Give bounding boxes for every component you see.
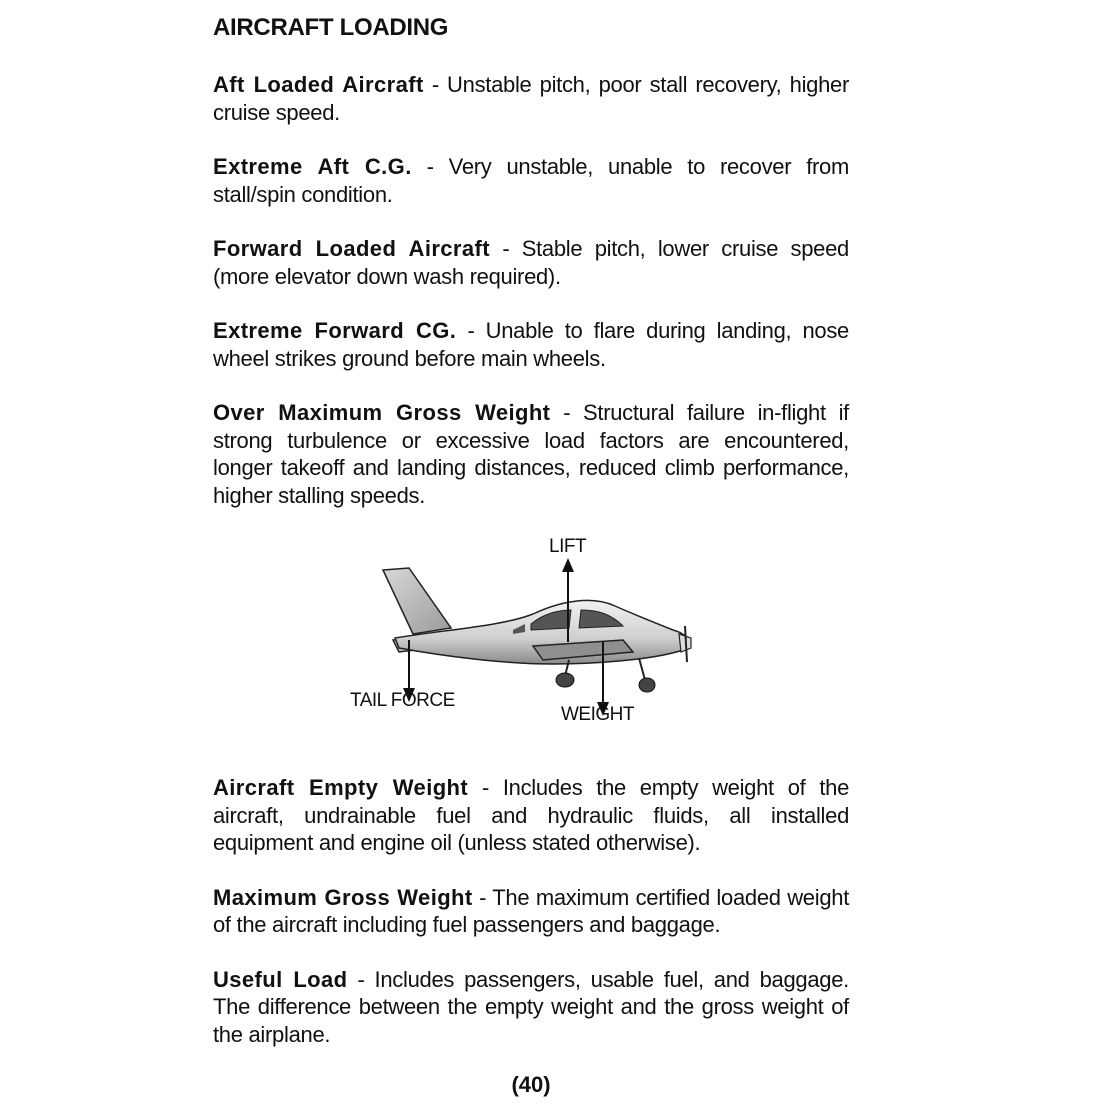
tail-force-label: TAIL FORCE	[350, 690, 455, 711]
definition-text: - Very unstable, unable to recover from stall/spin condition.	[213, 154, 849, 207]
definition-term: Extreme Forward CG.	[213, 318, 457, 343]
definition-text: - Includes the empty weight of the aircraft, undrainable fuel and hydraulic fluids, all installed equipment and engine oil (unless stated otherwise).	[213, 775, 849, 855]
definition-text: - Structural failure in-flight if strong turbulence or excessive load factors are encountered, longer takeoff and landing distances, reduced climb performance, higher stalling speeds.	[213, 400, 849, 508]
weight-label: WEIGHT	[561, 704, 634, 725]
definition-term: Over Maximum Gross Weight	[213, 400, 551, 425]
definition-over-max-gross	[213, 399, 849, 509]
definition-term: Forward Loaded Aircraft	[213, 236, 490, 261]
propeller	[685, 626, 687, 662]
section-heading: AIRCRAFT LOADING	[213, 14, 449, 41]
definition-forward-loaded	[213, 235, 849, 290]
definition-text: - Includes passengers, usable fuel, and baggage. The difference between the empty weight and the gross weight of the airplane.	[213, 966, 849, 1047]
definition-extreme-forward-cg	[213, 317, 849, 372]
definition-text: - The maximum certified loaded weight of the aircraft including fuel passengers and baggage.	[213, 884, 850, 937]
definition-term: Aircraft Empty Weight	[213, 775, 469, 800]
definition-term: Maximum Gross Weight	[213, 884, 473, 910]
airplane-illustration	[213, 530, 849, 750]
definition-text: - Unable to flare during landing, nose wheel strikes ground before main wheels.	[213, 318, 849, 371]
definition-term: Extreme Aft C.G.	[213, 154, 412, 179]
definition-empty-weight	[213, 774, 849, 857]
definition-extreme-aft-cg	[213, 153, 849, 208]
aircraft-forces-figure	[213, 530, 849, 750]
document-page	[213, 12, 849, 1075]
definition-term: Useful Load	[213, 966, 348, 992]
definition-term: Aft Loaded Aircraft	[213, 72, 424, 97]
page-number: (40)	[511, 1072, 551, 1097]
definition-text: - Stable pitch, lower cruise speed (more elevator down wash required).	[213, 236, 849, 289]
main-wheel	[556, 673, 574, 687]
definition-text: - Unstable pitch, poor stall recovery, higher cruise speed.	[213, 72, 849, 125]
definition-max-gross-weight	[213, 884, 849, 939]
definition-useful-load	[213, 966, 849, 1049]
lift-label: LIFT	[549, 536, 587, 557]
nose-wheel	[639, 678, 655, 692]
definition-aft-loaded	[213, 71, 849, 126]
vertical-tail	[383, 568, 451, 634]
